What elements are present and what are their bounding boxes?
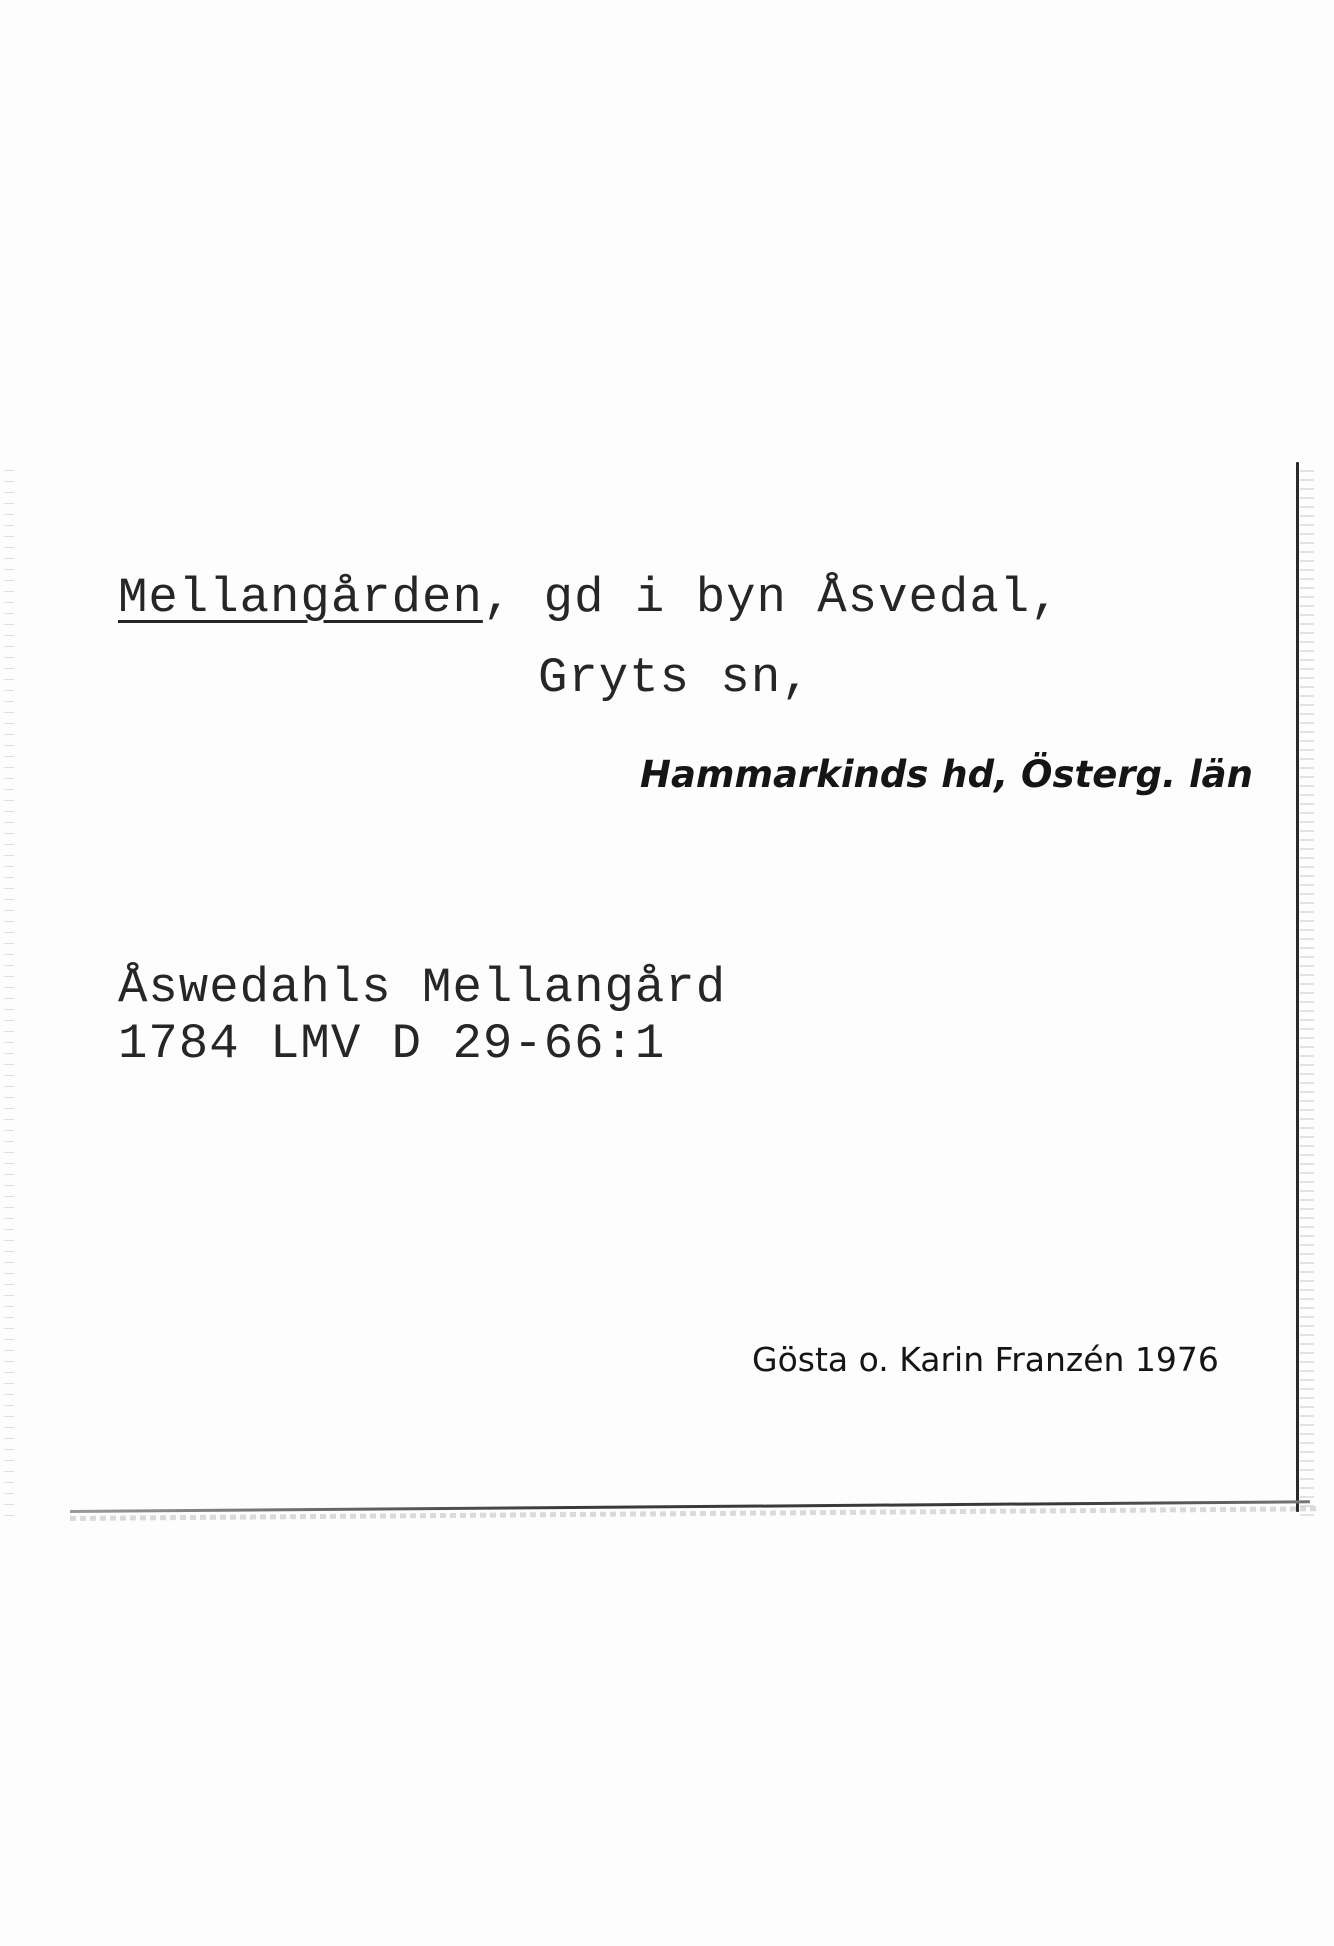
card-right-shadow [1300, 470, 1314, 1520]
district-stamp: Hammarkinds hd, Österg. län [640, 753, 1253, 796]
card-heading [118, 568, 1061, 628]
heading-description: , gd i byn Åsvedal, [482, 570, 1061, 626]
source-reference-line: 1784 LMV D 29-66:1 [118, 1016, 666, 1072]
parish-line: Gryts sn, [538, 650, 812, 706]
place-name: Mellangården [118, 570, 483, 626]
card-right-edge [1296, 462, 1299, 1512]
historic-name-line: Åswedahls Mellangård [118, 960, 727, 1016]
author-credit-stamp: Gösta o. Karin Franzén 1976 [752, 1340, 1219, 1379]
scan-margin-noise [4, 470, 14, 1520]
